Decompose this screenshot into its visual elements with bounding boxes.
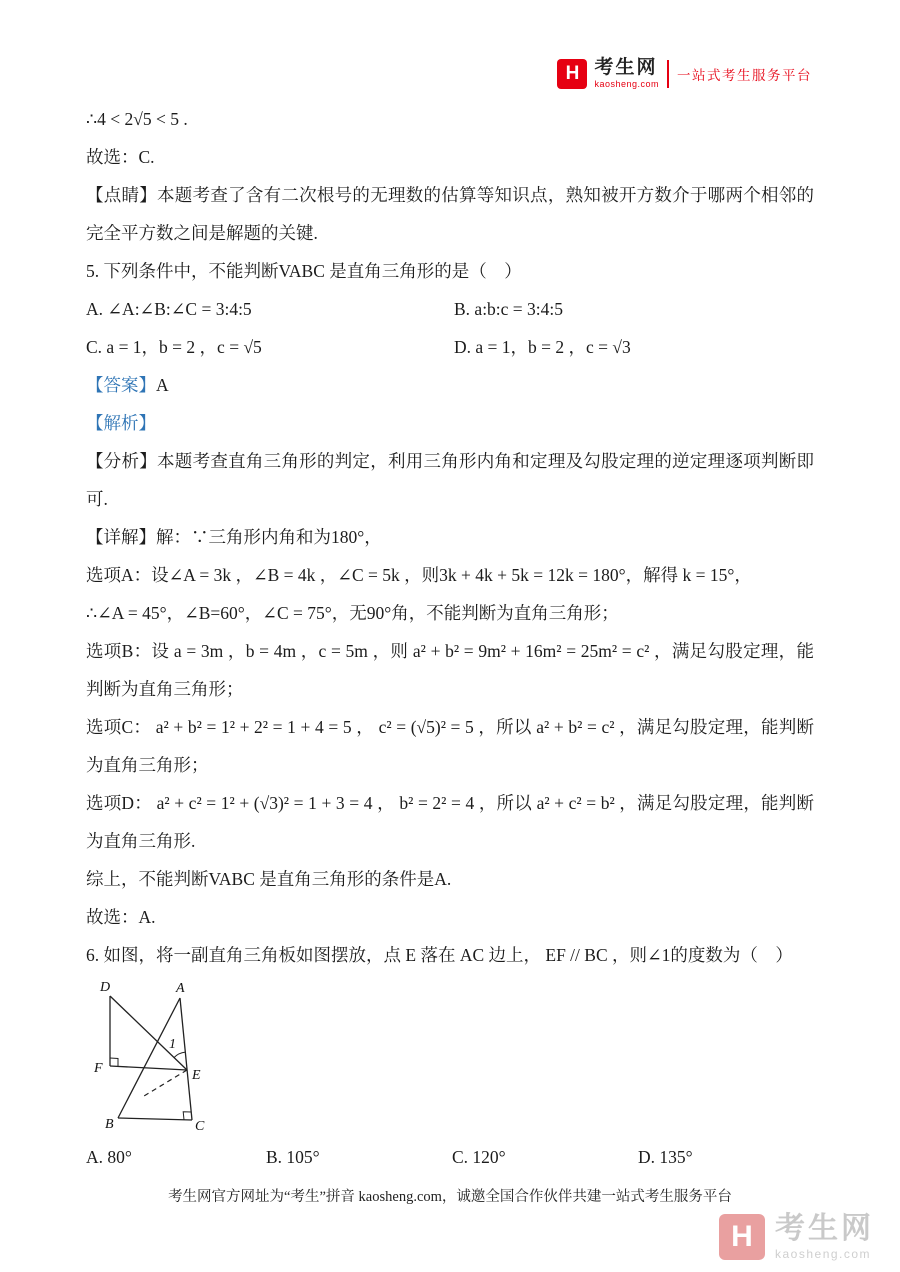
- angle-1-arc: [174, 1052, 185, 1058]
- watermark-text: [775, 1214, 874, 1260]
- q5-stem: 5. 下列条件中，不能判断VABC 是直角三角形的是（ ）: [86, 261, 522, 281]
- q6-options-row: [86, 1138, 814, 1176]
- q6-figure: [88, 978, 814, 1136]
- q5-fenxi: 【分析】本题考查直角三角形的判定，利用三角形内角和定理及勾股定理的逆定理逐项判断即可.: [86, 451, 814, 509]
- q5-step-d: 选项D： a² + c² = 1² + (√3)² = 1 + 3 = 4 ， b² = 2² = 4 ，所以 a² + c² = b² ，满足勾股定理，能判断为直角三角形.: [86, 793, 814, 851]
- watermark-brand-name: 考生网: [775, 1212, 874, 1245]
- q6-option-d: D. 135°: [638, 1147, 693, 1167]
- vertex-label-B: B: [105, 1117, 114, 1132]
- jiexi-label: 【解析】: [86, 413, 156, 433]
- vertex-label-D: D: [100, 980, 111, 995]
- edge-FE: [110, 1066, 187, 1070]
- q6-option-b: B. 105°: [266, 1147, 320, 1167]
- q5-step-a2: ∴∠A = 45°，∠B=60°，∠C = 75°，无90°角，不能判断为直角三角形；: [86, 603, 619, 623]
- q5-step-c: 选项C： a² + b² = 1² + 2² = 1 + 4 = 5 ， c² = (√5)² = 5 ，所以 a² + b² = c² ，满足勾股定理，能判断为直角三角形；: [86, 717, 814, 775]
- brand-domain: kaosheng.com: [594, 79, 659, 89]
- q5-option-a: A. ∠A:∠B:∠C = 3:4:5: [86, 299, 252, 319]
- q6-option-c: C. 120°: [452, 1147, 506, 1167]
- dianjing-note: 【点睛】本题考查了含有二次根号的无理数的估算等知识点，熟知被开方数介于哪两个相邻的完全平方数之间是解题的关键.: [86, 185, 814, 243]
- angle-1-label: 1: [169, 1037, 176, 1052]
- q5-answer-line: [86, 366, 814, 404]
- vertex-label-E: E: [192, 1068, 201, 1083]
- q5-option-c: C. a = 1，b = 2 ，c = √5: [86, 337, 262, 357]
- answer-value: A: [156, 375, 169, 395]
- answer-label: 【答案】: [86, 375, 156, 395]
- watermark-brand-domain: kaosheng.com: [775, 1247, 872, 1261]
- right-angle-mark-C: [183, 1112, 191, 1120]
- q5-step-a1: 选项A：设∠A = 3k ，∠B = 4k ，∠C = 5k ，则3k + 4k + 5k = 12k = 180°，解得 k = 15°，: [86, 565, 752, 585]
- kaosheng-logo-icon: H: [557, 59, 587, 89]
- page-footer-text: 考生网官方网址为“考生”拼音 kaosheng.com，诚邀全国合作伙伴共建一站式考生服务平台: [168, 1189, 732, 1205]
- dashed-aux-line: [144, 1070, 187, 1096]
- vertex-label-C: C: [195, 1119, 205, 1134]
- triangle-figure: [88, 978, 248, 1136]
- q6-option-a: A. 80°: [86, 1147, 132, 1167]
- edge-BC: [118, 1118, 192, 1120]
- brand-name: 考生网: [594, 57, 658, 78]
- solution4-choice: 故选：C.: [86, 147, 155, 167]
- brand-tagline: 一站式考生服务平台: [677, 67, 812, 83]
- q5-options-row-2: [86, 328, 814, 366]
- q5-choice: 故选：A.: [86, 907, 156, 927]
- q5-summary: 综上，不能判断VABC 是直角三角形的条件是A.: [86, 869, 452, 889]
- vertex-label-A: A: [176, 981, 185, 996]
- edge-AC: [180, 998, 192, 1120]
- edge-AB: [118, 998, 180, 1118]
- q6-stem: 6. 如图，将一副直角三角板如图摆放，点 E 落在 AC 边上， EF // BC ，则∠1的度数为（ ）: [86, 945, 793, 965]
- q5-option-d: D. a = 1，b = 2 ，c = √3: [454, 337, 631, 357]
- q5-options-row-1: [86, 290, 814, 328]
- vertex-label-F: F: [94, 1061, 103, 1076]
- watermark-brand: [719, 1214, 874, 1260]
- solution-conclusion: ∴4 < 2√5 < 5 .: [86, 109, 188, 129]
- right-angle-mark-F: [110, 1058, 118, 1066]
- q5-xiangjie: 【详解】解：∵三角形内角和为180°，: [86, 527, 382, 547]
- q5-step-b: 选项B：设 a = 3m ，b = 4m ，c = 5m ，则 a² + b² = 9m² + 16m² = 25m² = c² ，满足勾股定理，能判断为直角三角形；: [86, 641, 814, 699]
- watermark-logo-icon: H: [719, 1214, 765, 1260]
- q5-option-b: B. a:b:c = 3:4:5: [454, 299, 564, 319]
